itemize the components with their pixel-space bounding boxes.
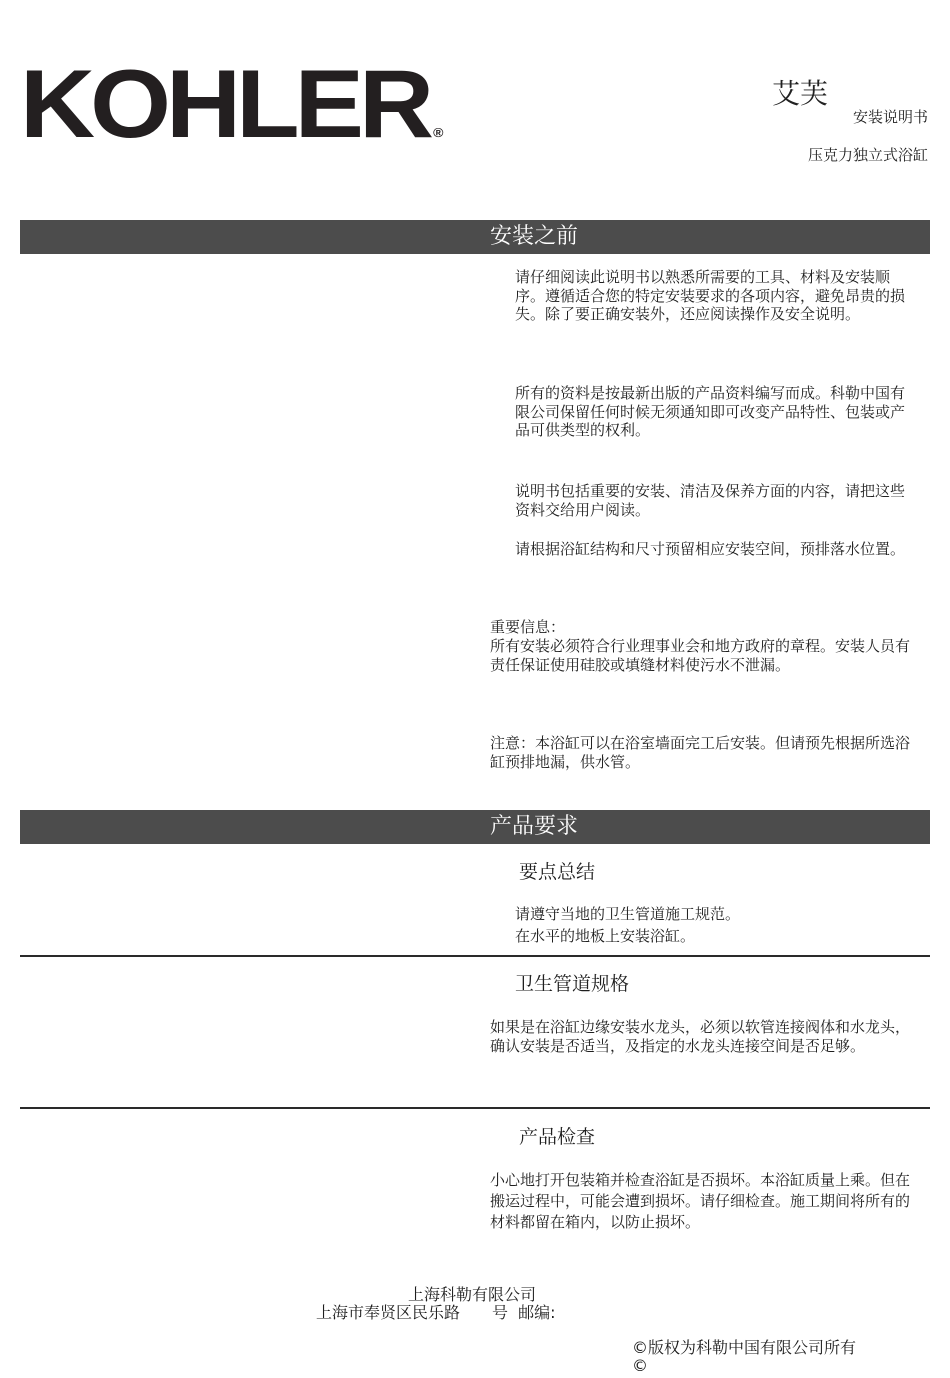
product-description: 压克力独立式浴缸 bbox=[807, 146, 928, 164]
company-name: 上海科勒有限公司 bbox=[408, 1285, 537, 1304]
user-reading-paragraph: 说明书包括重要的安装、清洁及保养方面的内容，请把这些资料交给用户阅读。 bbox=[515, 482, 906, 519]
copyright-notice: ©版权为科勒中国有限公司所有 bbox=[632, 1338, 857, 1357]
install-note: 注意：本浴缸可以在浴室墙面完工后安装。但请预先根据所选浴缸预排地漏，供水管。 bbox=[490, 734, 911, 771]
summary-heading: 要点总结 bbox=[519, 861, 596, 883]
intro-paragraph: 请仔细阅读此说明书以熟悉所需要的工具、材料及安装顺序。遵循适合您的特定安装要求的各项内容，避免昂贵的损失。除了要正确安装外，还应阅读操作及安全说明。 bbox=[515, 268, 906, 323]
divider bbox=[20, 955, 930, 957]
product-name: 艾芙 bbox=[772, 77, 829, 110]
registered-trademark-icon: ® bbox=[433, 124, 444, 140]
section-title-product-requirements: 产品要求 bbox=[490, 814, 579, 839]
plumbing-text: 如果是在浴缸边缘安装水龙头，必须以软管连接阀体和水龙头，确认安装是否适当，及指定的水龙头连接空间是否足够。 bbox=[490, 1018, 911, 1055]
important-info-text: 所有安装必须符合行业理事业会和地方政府的章程。安装人员有责任保证使用硅胶或填缝材料使污水不泄漏。 bbox=[490, 637, 911, 674]
doc-type: 安装说明书 bbox=[852, 108, 928, 126]
kohler-logo bbox=[20, 50, 444, 159]
copyright-icon: © bbox=[632, 1356, 648, 1375]
data-rights-paragraph: 所有的资料是按最新出版的产品资料编写而成。科勒中国有限公司保留任何时候无须通知即可改变产品特性、包装或产品可供类型的权利。 bbox=[515, 384, 906, 439]
important-info-label: 重要信息： bbox=[490, 618, 566, 636]
brand-wordmark: KOHLER bbox=[20, 50, 430, 159]
inspection-text: 小心地打开包装箱并检查浴缸是否损坏。本浴缸质量上乘。但在搬运过程中，可能会遭到损坏。请仔细检查。施工期间将所有的材料都留在箱内，以防止损坏。 bbox=[490, 1171, 911, 1231]
summary-line-1: 请遵守当地的卫生管道施工规范。 bbox=[515, 905, 741, 923]
divider bbox=[20, 1107, 930, 1109]
section-bar-before-install bbox=[20, 220, 930, 254]
plumbing-heading: 卫生管道规格 bbox=[515, 973, 630, 995]
inspection-heading: 产品检查 bbox=[519, 1126, 596, 1148]
section-bar-product-requirements bbox=[20, 810, 930, 844]
company-address: 上海市奉贤区民乐路 号 邮编: bbox=[316, 1303, 556, 1322]
space-reservation-paragraph: 请根据浴缸结构和尺寸预留相应安装空间，预排落水位置。 bbox=[515, 540, 906, 558]
section-title-before-install: 安装之前 bbox=[490, 224, 579, 249]
summary-line-2: 在水平的地板上安装浴缸。 bbox=[515, 927, 696, 945]
